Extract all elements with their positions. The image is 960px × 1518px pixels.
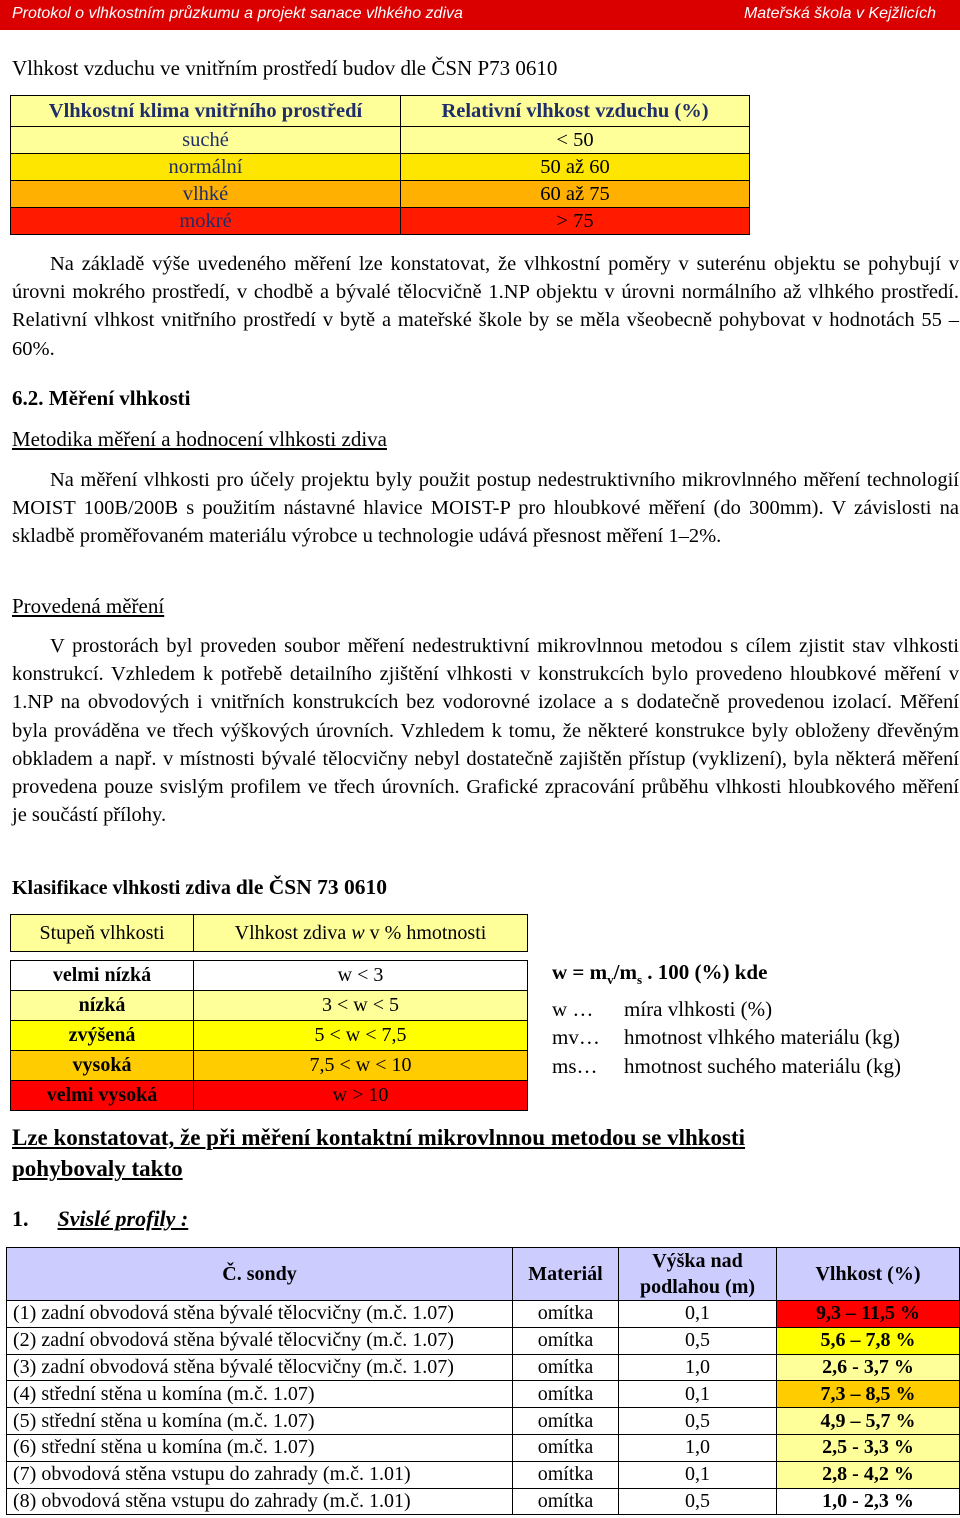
table-row [11,1051,528,1081]
table-row [7,1381,960,1408]
range-cell: w < 3 [194,961,528,991]
moisture-cell: 2,8 - 4,2 % [777,1461,960,1488]
header-cell: Relativní vlhkost vzduchu (%) [401,96,750,127]
air-humidity-paragraph: Na základě výše uvedeného měření lze konstatovat, že vlhkostní poměry v suterénu objektu se pohybují v úrovni mokrého prostředí, v chodbě a bývalé tělocvičně 1.NP objektu v úrovni normálního až vlhkého prostředí. Relativní vlhkost vnitřního prostředí v bytě a mateřské škole by se měla všeobecně pohybovat v hodnotách 55 – 60%. [12,253,959,360]
material-cell: omítka [513,1381,619,1408]
climate-cell: normální [11,154,401,181]
material-cell: omítka [513,1488,619,1515]
height-cell: 0,5 [619,1408,777,1435]
material-cell: omítka [513,1461,619,1488]
table-header-row [11,96,750,127]
classification-title [12,875,387,900]
height-cell: 0,1 [619,1301,777,1328]
classification-title-a: Klasifikace vlhkosti zdiva [12,877,236,899]
vertical-profiles-table [6,1247,960,1515]
degree-cell: zvýšená [11,1021,194,1051]
spacer-cell [194,952,528,961]
moisture-cell: 7,3 – 8,5 % [777,1381,960,1408]
height-cell: 1,0 [619,1354,777,1381]
climate-cell: suché [11,127,401,154]
probe-cell: (1) zadní obvodová stěna bývalé tělocvičny (m.č. 1.07) [7,1301,513,1328]
spacer-row [11,952,528,961]
header-line: Výška nad [652,1250,743,1272]
probe-cell: (5) střední stěna u komína (m.č. 1.07) [7,1408,513,1435]
air-humidity-table [10,95,750,235]
height-cell: 0,1 [619,1381,777,1408]
probe-cell: (4) střední stěna u komína (m.č. 1.07) [7,1381,513,1408]
material-cell: omítka [513,1408,619,1435]
header-text: v % hmotnosti [364,921,487,944]
table-row [11,208,750,235]
header-cell [619,1248,777,1301]
formula-main: $w = m_v/m_s$ . 100 (%) kde [552,960,768,988]
degree-cell: nízká [11,991,194,1021]
header-school: Mateřská škola v Kejžlicích [743,5,936,22]
moisture-cell: 2,6 - 3,7 % [777,1354,960,1381]
probe-cell: (6) střední stěna u komína (m.č. 1.07) [7,1434,513,1461]
table-row [11,991,528,1021]
material-cell: omítka [513,1354,619,1381]
moisture-cell: 4,9 – 5,7 % [777,1408,960,1435]
methodology-subheading: Metodika měření a hodnocení vlhkosti zdiva [12,427,387,451]
header-cell [194,915,528,952]
range-cell: w > 10 [194,1081,528,1111]
header-cell: Č. sondy [7,1248,513,1301]
measurements-paragraph: V prostorách byl proveden soubor měření nedestruktivní mikrovlnnou metodou s cílem zjistit stav vlhkosti konstrukcí. Vzhledem k potřebě detailního zjištění vlhkosti v konstrukcích bylo provedeno hloubkové měření v 1.NP na obvodových i vnitřních konstrukcích bez vodorovné izolace a s dodatečně provedenou izolací. Měření byla prováděna ve třech výškových úrovních. Vzhledem k tomu, že některé konstrukce byly obloženy dřevěným obkladem a např. v místnosti bývalé tělocvičny nebyl dostatečně zajištěn přístup (vyklizení), byla některá měření provedena pouze svislým profilem ve třech úrovních. Grafické zpracování průběhu vlhkosti hloubkového měření je součástí přílohy. [12,635,959,827]
height-cell: 0,5 [619,1488,777,1515]
classification-title-b: dle ČSN 73 0610 [235,875,388,899]
formula-definition [552,1023,901,1052]
profiles-number: 1. [12,1206,29,1231]
degree-cell: vysoká [11,1051,194,1081]
climate-cell: vlhké [11,181,401,208]
table-header-row [11,915,528,952]
table-row [7,1354,960,1381]
spacer-cell [11,952,194,961]
formula-symbol: mv… [552,1025,600,1050]
humidity-value-cell: 50 až 60 [401,154,750,181]
header-line: podlahou (m) [639,1276,756,1298]
profiles-title: Svislé profily : [57,1206,189,1231]
conclusion-line-2: pohybovaly takto [12,1156,183,1181]
table-row [7,1434,960,1461]
moisture-cell: 1,0 - 2,3 % [777,1488,960,1515]
conclusion-line-1: Lze konstatovat, že při měření kontaktní mikrovlnnou metodou se vlhkosti [12,1125,746,1150]
masonry-humidity-table [10,914,528,1111]
header-cell: Stupeň vlhkosti [11,915,194,952]
degree-cell: velmi nízká [11,961,194,991]
humidity-value-cell: > 75 [401,208,750,235]
probe-cell: (2) zadní obvodová stěna bývalé tělocvičny (m.č. 1.07) [7,1327,513,1354]
measurements-subheading: Provedená měření [12,594,165,618]
probe-cell: (3) zadní obvodová stěna bývalé tělocvičny (m.č. 1.07) [7,1354,513,1381]
material-cell: omítka [513,1434,619,1461]
range-cell: 7,5 < w < 10 [194,1051,528,1081]
table-header-row [7,1248,960,1301]
moisture-cell: 5,6 – 7,8 % [777,1327,960,1354]
methodology-paragraph: Na měření vlhkosti pro účely projektu byly použit postup nedestruktivního mikrovlnného měření technologií MOIST 100B/200B s použitím nástavné hlavice MOIST-P pro hloubkové měření (do 300mm). V závislosti na skladbě proměřovaném materiálu výrobce u technologie udává přesnost měření 1–2%. [12,469,959,548]
range-cell: 5 < w < 7,5 [194,1021,528,1051]
formula-description: hmotnost vlhkého materiálu (kg) [624,1025,900,1050]
humidity-value-cell: 60 až 75 [401,181,750,208]
height-cell: 0,1 [619,1461,777,1488]
header-cell: Vlhkost (%) [777,1248,960,1301]
moisture-cell: 9,3 – 11,5 % [777,1301,960,1328]
probe-cell: (7) obvodová stěna vstupu do zahrady (m.č. 1.01) [7,1461,513,1488]
height-cell: 1,0 [619,1434,777,1461]
table-row [11,154,750,181]
formula-description: míra vlhkosti (%) [624,996,773,1021]
table-row [11,1081,528,1111]
air-humidity-title: Vlhkost vzduchu ve vnitřním prostředí budov dle ČSN P73 0610 [12,56,558,80]
formula-description: hmotnost suchého materiálu (kg) [624,1053,902,1078]
header-cell: Materiál [513,1248,619,1301]
formula-block [552,958,901,1080]
table-row [7,1488,960,1515]
humidity-value-cell: < 50 [401,127,750,154]
material-cell: omítka [513,1327,619,1354]
header-cell: Vlhkostní klima vnitřního prostředí [11,96,401,127]
table-row [7,1408,960,1435]
formula-definition [552,1052,901,1081]
conclusion-text [12,1122,745,1184]
table-row [11,1021,528,1051]
moisture-cell: 2,5 - 3,3 % [777,1434,960,1461]
section-heading: 6.2. Měření vlhkosti [12,386,191,410]
profiles-heading [12,1206,188,1232]
header-text: Vlhkost zdiva [234,921,352,944]
header-var: w [351,921,365,944]
formula-symbol: w … [552,996,594,1021]
formula-symbol: ms… [552,1053,598,1078]
formula-definition [552,995,901,1024]
header-title: Protokol o vlhkostním průzkumu a projekt sanace vlhkého zdiva [12,5,463,22]
table-row [11,127,750,154]
table-row [11,181,750,208]
probe-cell: (8) obvodová stěna vstupu do zahrady (m.č. 1.01) [7,1488,513,1515]
table-row [7,1461,960,1488]
climate-cell: mokré [11,208,401,235]
table-row [11,961,528,991]
range-cell: 3 < w < 5 [194,991,528,1021]
table-row [7,1327,960,1354]
page-header [0,0,960,30]
degree-cell: velmi vysoká [11,1081,194,1111]
table-row [7,1301,960,1328]
material-cell: omítka [513,1301,619,1328]
height-cell: 0,5 [619,1327,777,1354]
